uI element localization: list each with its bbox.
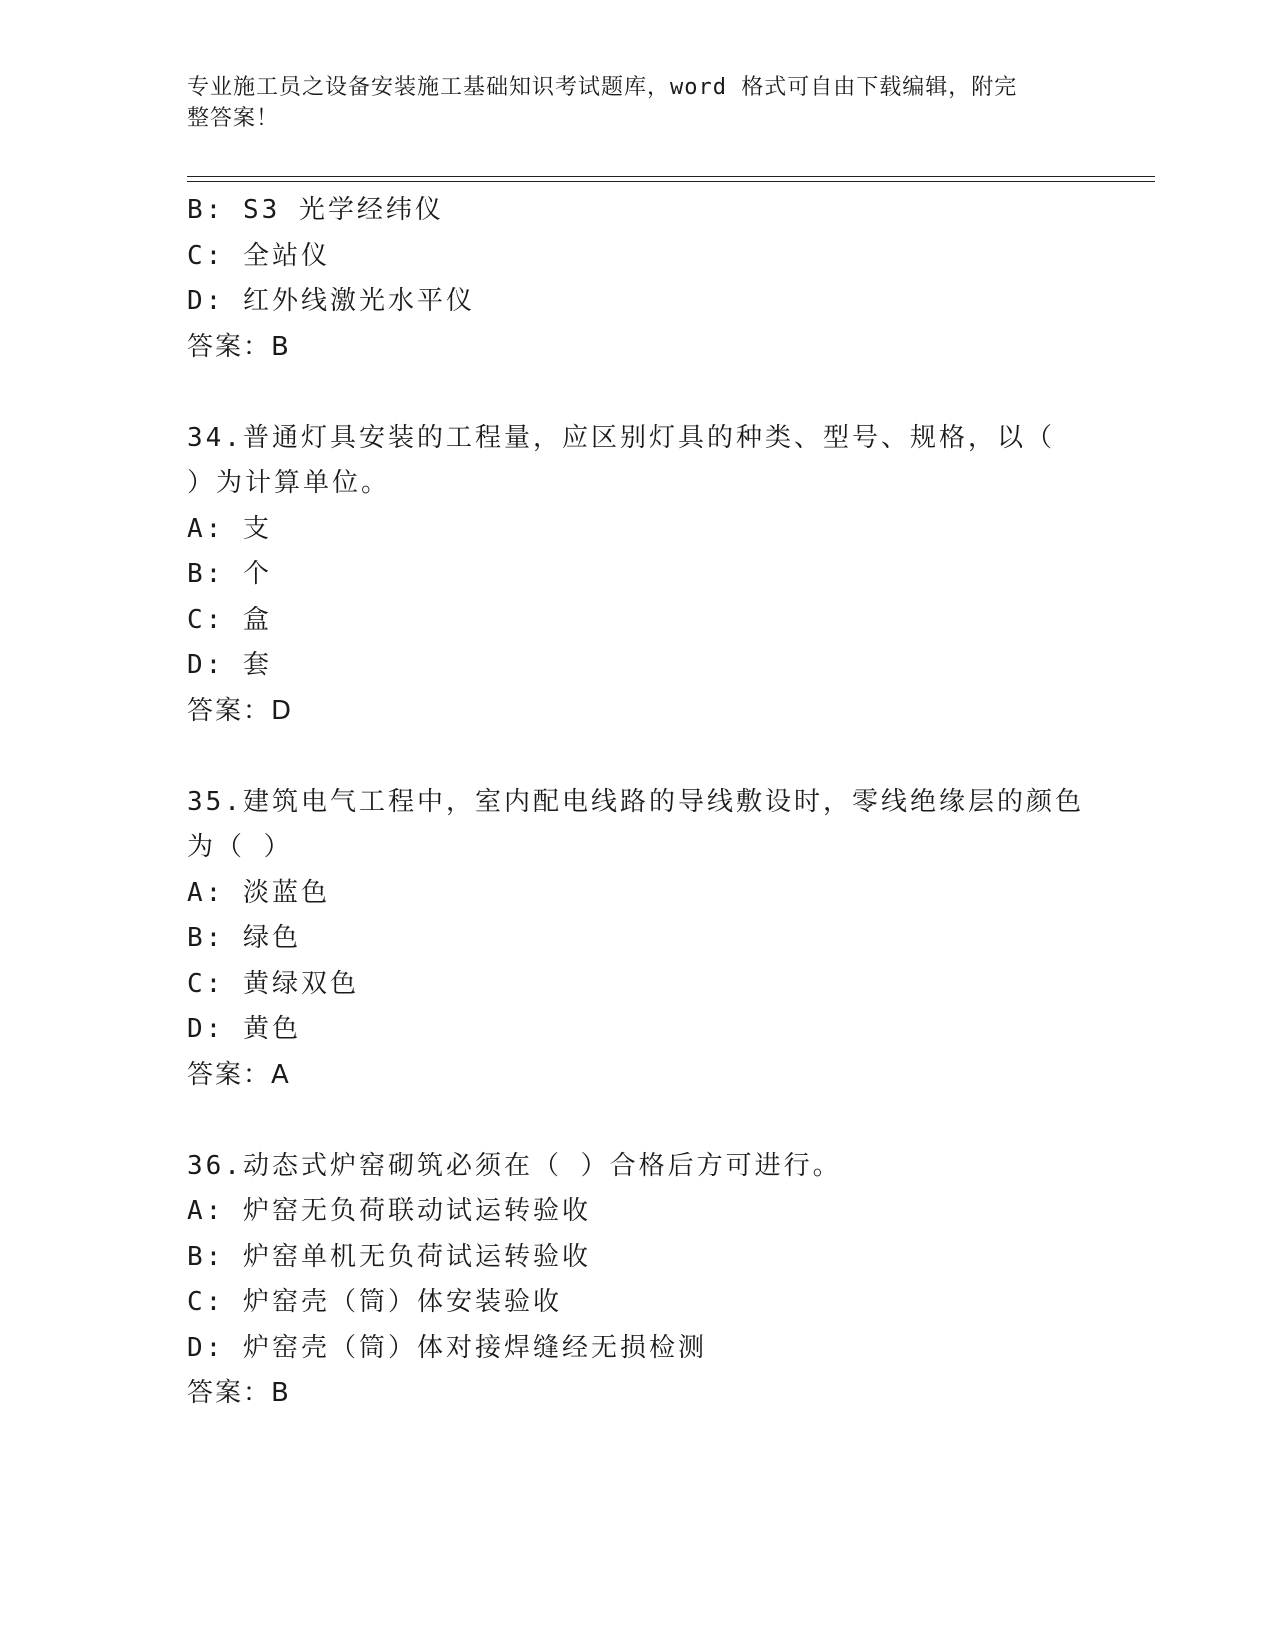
question-stem: 34.普通灯具安装的工程量，应区别灯具的种类、型号、规格，以（	[187, 422, 1055, 453]
answer: 答案：A	[187, 1059, 291, 1090]
option-a: A: 炉窑无负荷联动试运转验收	[187, 1196, 591, 1226]
question-stem: 36.动态式炉窑砌筑必须在（ ）合格后方可进行。	[187, 1150, 842, 1181]
question-33-continued	[187, 188, 1087, 370]
option-c: C: 全站仪	[187, 240, 330, 271]
answer: 答案：B	[187, 331, 291, 362]
spacer	[187, 1098, 1087, 1144]
option-d: D: 黄色	[187, 1014, 301, 1044]
question-35	[187, 780, 1087, 1099]
option-d: D: 红外线激光水平仪	[187, 286, 475, 316]
option-d: D: 炉窑壳（筒）体对接焊缝经无损检测	[187, 1332, 707, 1363]
answer: 答案：D	[187, 695, 294, 726]
question-34	[187, 416, 1087, 735]
option-a: A: 淡蓝色	[187, 877, 330, 908]
option-a: A: 支	[187, 513, 272, 544]
question-stem: ）为计算单位。	[187, 468, 391, 498]
question-36	[187, 1144, 1087, 1417]
header-line-1: 专业施工员之设备安装施工基础知识考试题库，word 格式可自由下载编辑，附完	[187, 75, 1018, 100]
option-c: C: 炉窑壳（筒）体安装验收	[187, 1287, 562, 1317]
option-c: C: 盒	[187, 604, 272, 635]
header-divider-top	[187, 176, 1155, 177]
header-divider-bottom	[187, 181, 1155, 182]
option-b: B: S3 光学经纬仪	[187, 195, 444, 225]
header-line-2: 整答案！	[187, 106, 280, 131]
question-list	[187, 188, 1087, 1417]
spacer	[187, 734, 1087, 780]
option-b: B: 个	[187, 559, 272, 589]
question-stem: 35.建筑电气工程中，室内配电线路的导线敷设时，零线绝缘层的颜色	[187, 786, 1084, 817]
document-header	[187, 72, 1067, 134]
question-stem: 为（ ）	[187, 832, 293, 862]
option-b: B: 炉窑单机无负荷试运转验收	[187, 1241, 591, 1272]
spacer	[187, 370, 1087, 416]
option-d: D: 套	[187, 650, 272, 680]
option-c: C: 黄绿双色	[187, 968, 359, 999]
option-b: B: 绿色	[187, 923, 301, 953]
answer: 答案：B	[187, 1378, 291, 1408]
